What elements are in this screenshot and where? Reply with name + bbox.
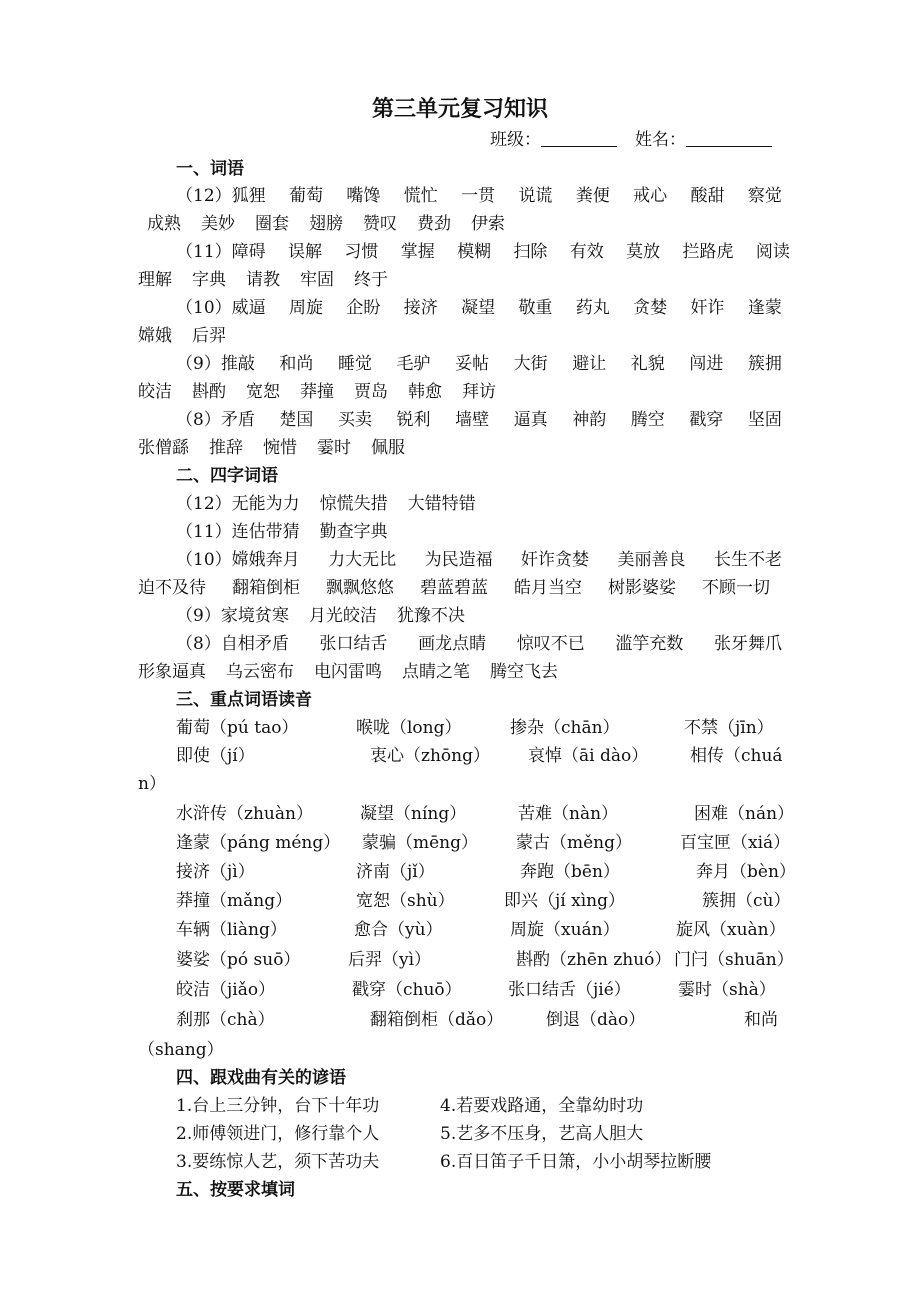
word-line [138, 380, 496, 404]
idiom-line [176, 520, 388, 544]
word-line [147, 212, 505, 236]
word: 请教 [246, 270, 280, 290]
word: 费劲 [417, 214, 451, 234]
idiom: 张牙舞爪 [713, 634, 782, 654]
word: 拦路虎 [682, 242, 734, 262]
group-label: （9） [176, 606, 221, 626]
word: 有效 [569, 242, 604, 262]
idiom: 惊慌失措 [319, 494, 388, 514]
pinyin-item: 门闩（shuān） [674, 950, 794, 970]
pinyin-item: 逢蒙（páng méng） [176, 833, 341, 853]
word: 一贯 [461, 186, 496, 206]
word: 莫放 [626, 242, 661, 262]
word: 掌握 [400, 242, 435, 262]
word: 后羿 [192, 326, 226, 346]
idiom: 皓月当空 [514, 578, 582, 598]
word: 伊索 [471, 214, 505, 234]
proverb-item: 3.要练惊人艺，须下苦功夫 [176, 1152, 380, 1172]
word: 嫦娥 [138, 326, 172, 346]
pinyin-row [176, 716, 774, 740]
idiom: 点睛之笔 [402, 662, 470, 682]
word: 酸甜 [690, 186, 725, 206]
word: 和尚 [279, 354, 314, 374]
group-label: （11） [176, 522, 232, 542]
proverb-item: 1.台上三分钟，台下十年功 [176, 1096, 380, 1116]
pinyin-row [176, 1008, 778, 1032]
idiom: 勤查字典 [319, 522, 388, 542]
word: 奸诈 [690, 298, 725, 318]
word: 逼真 [513, 410, 548, 430]
pinyin-item: 相传（chuá [690, 746, 783, 766]
word: 美妙 [201, 214, 235, 234]
idiom-line [138, 660, 558, 684]
pinyin-item: 奔月（bèn） [696, 862, 796, 882]
pinyin-item: 济南（jǐ） [356, 862, 435, 882]
idiom: 画龙点睛 [418, 634, 487, 654]
section-heading-proverbs: 四、跟戏曲有关的谚语 [176, 1068, 346, 1088]
pinyin-item: 喉咙（long） [356, 718, 462, 738]
pinyin-item: 簇拥（cù） [702, 891, 791, 911]
word: 皎洁 [138, 382, 172, 402]
pinyin-item: 即使（jí） [176, 746, 255, 766]
group-label: （8）自相矛盾 [176, 634, 289, 654]
idiom-line [176, 548, 782, 572]
word-line [176, 408, 782, 432]
word: 斟酌 [192, 382, 226, 402]
word: 敬重 [518, 298, 553, 318]
idiom: 腾空飞去 [490, 662, 558, 682]
idiom: 连估带猜 [231, 522, 300, 542]
idiom: 长生不老 [713, 550, 782, 570]
word-line [138, 436, 405, 460]
group-label: （12）狐狸 [176, 186, 266, 206]
pinyin-row [176, 918, 786, 942]
word: 妥帖 [455, 354, 490, 374]
group-label: （12） [176, 494, 232, 514]
idiom: 力大无比 [328, 550, 397, 570]
word: 成熟 [147, 214, 181, 234]
idiom: 树影婆娑 [608, 578, 676, 598]
pinyin-item: 翻箱倒柜（dǎo） [370, 1010, 504, 1030]
word: 阅读 [755, 242, 790, 262]
word: 宽恕 [246, 382, 280, 402]
pinyin-item: 车辆（liàng） [176, 920, 287, 940]
class-blank[interactable] [541, 130, 617, 147]
word: 神韵 [572, 410, 607, 430]
pinyin-item: 百宝匣（xiá） [680, 833, 791, 853]
group-label: （11）障碍 [176, 242, 266, 262]
pinyin-item: 蒙骗（mēng） [362, 833, 479, 853]
name-blank[interactable] [686, 130, 772, 147]
word: 莽撞 [300, 382, 334, 402]
word: 葡萄 [289, 186, 323, 206]
word: 慌忙 [403, 186, 438, 206]
proverb-item: 4.若要戏路通，全靠幼时功 [440, 1096, 644, 1116]
proverb-item: 5.艺多不压身，艺高人胆大 [440, 1124, 644, 1144]
word: 贾岛 [354, 382, 388, 402]
word: 惋惜 [263, 438, 297, 458]
proverb-item: 2.师傅领进门，修行靠个人 [176, 1124, 380, 1144]
idiom: 滥竽充数 [615, 634, 684, 654]
idiom: 家境贫寒 [220, 606, 289, 626]
idiom: 大错特错 [407, 494, 476, 514]
name-label: 姓名： [635, 130, 686, 150]
pinyin-row [176, 802, 795, 826]
word: 睡觉 [337, 354, 372, 374]
word: 闯进 [689, 354, 724, 374]
pinyin-item: 宽恕（shù） [356, 891, 455, 911]
word: 察觉 [747, 186, 782, 206]
word: 翅膀 [309, 214, 343, 234]
word: 楚国 [279, 410, 314, 430]
pinyin-item: 凝望（níng） [360, 804, 467, 824]
pinyin-item: 霎时（shà） [678, 980, 776, 1000]
word: 避让 [572, 354, 607, 374]
word: 牢固 [300, 270, 334, 290]
idiom-line [138, 576, 770, 600]
pinyin-item: 周旋（xuán） [510, 920, 620, 940]
idiom: 翻箱倒柜 [232, 578, 300, 598]
word-line [176, 184, 782, 208]
word-line [138, 324, 226, 348]
word: 拜访 [462, 382, 496, 402]
pinyin-item: 不禁（jīn） [684, 718, 774, 738]
word: 接济 [403, 298, 438, 318]
word: 圈套 [255, 214, 289, 234]
pinyin-wrap: （shang） [138, 1040, 224, 1060]
idiom-line [176, 604, 465, 628]
proverb-item: 6.百日笛子千日箫，小小胡琴拉断腰 [440, 1152, 712, 1172]
word: 戳穿 [689, 410, 724, 430]
word-line [138, 268, 388, 292]
pinyin-item: 皎洁（jiǎo） [176, 980, 276, 1000]
pinyin-item: 哀悼（āi dào） [528, 746, 649, 766]
word-line [176, 240, 790, 264]
pinyin-item: 掺杂（chān） [510, 718, 620, 738]
word: 说谎 [518, 186, 553, 206]
pinyin-item: 困难（nán） [694, 804, 795, 824]
word: 张僧繇 [138, 438, 189, 458]
word: 凝望 [461, 298, 496, 318]
idiom: 碧蓝碧蓝 [420, 578, 488, 598]
idiom: 飘飘悠悠 [326, 578, 394, 598]
pinyin-row [176, 889, 791, 913]
idiom: 惊叹不已 [516, 634, 585, 654]
pinyin-item: 和尚 [744, 1010, 778, 1030]
idiom: 为民造福 [424, 550, 493, 570]
word: 韩愈 [408, 382, 442, 402]
idiom: 犹豫不决 [396, 606, 465, 626]
group-label: （10）嫦娥奔月 [176, 550, 300, 570]
word-line [176, 296, 782, 320]
pinyin-item: 斟酌（zhēn zhuó） [516, 950, 672, 970]
pinyin-item: 后羿（yì） [348, 950, 432, 970]
word: 误解 [288, 242, 322, 262]
pinyin-item: 愈合（yù） [354, 920, 443, 940]
pinyin-item: 苦难（nàn） [518, 804, 619, 824]
idiom: 电闪雷鸣 [314, 662, 382, 682]
idiom: 奸诈贪婪 [521, 550, 590, 570]
word: 戒心 [633, 186, 668, 206]
word: 霎时 [317, 438, 351, 458]
pinyin-row [176, 744, 783, 768]
section-heading-fill-in: 五、按要求填词 [176, 1180, 295, 1200]
idiom: 形象逼真 [138, 662, 206, 682]
pinyin-wrap: n） [138, 774, 166, 794]
pinyin-item: 莽撞（mǎng） [176, 891, 293, 911]
section-heading-pronunciation: 三、重点词语读音 [176, 690, 312, 710]
word: 理解 [138, 270, 172, 290]
idiom: 迫不及待 [138, 578, 206, 598]
word: 毛驴 [396, 354, 431, 374]
pinyin-row [176, 978, 776, 1002]
section-heading-vocabulary: 一、词语 [176, 159, 244, 179]
word: 大街 [513, 354, 548, 374]
word: 锐利 [396, 410, 431, 430]
idiom: 无能为力 [231, 494, 300, 514]
pinyin-item: 蒙古（měng） [516, 833, 633, 853]
pinyin-item: 张口结舌（jié） [508, 980, 631, 1000]
pinyin-item: 刹那（chà） [176, 1010, 275, 1030]
word: 赞叹 [363, 214, 397, 234]
pinyin-item: 旋风（xuàn） [676, 920, 786, 940]
word: 终于 [354, 270, 388, 290]
pinyin-item: 婆娑（pó suō） [176, 950, 301, 970]
word-line [176, 352, 782, 376]
group-label: （8）矛盾 [176, 410, 255, 430]
word: 药丸 [575, 298, 610, 318]
idiom-line [176, 632, 782, 656]
word: 嘴馋 [346, 186, 381, 206]
word: 贪婪 [633, 298, 668, 318]
section-heading-four-char: 二、四字词语 [176, 466, 278, 486]
group-label: （9）推敲 [176, 354, 255, 374]
word: 墙壁 [455, 410, 490, 430]
pinyin-row [176, 948, 794, 972]
word: 佩服 [371, 438, 405, 458]
word: 腾空 [630, 410, 665, 430]
word: 坚固 [747, 410, 782, 430]
idiom: 乌云密布 [226, 662, 294, 682]
pinyin-row [176, 860, 796, 884]
idiom: 张口结舌 [319, 634, 388, 654]
class-label: 班级： [490, 130, 541, 150]
word: 簇拥 [747, 354, 782, 374]
word: 推辞 [209, 438, 243, 458]
pinyin-item: 戳穿（chuō） [352, 980, 462, 1000]
idiom: 月光皎洁 [308, 606, 377, 626]
idiom: 美丽善良 [617, 550, 686, 570]
pinyin-item: 接济（jì） [176, 862, 255, 882]
pinyin-item: 倒退（dào） [546, 1010, 646, 1030]
pinyin-row [176, 831, 791, 855]
idiom-line [176, 492, 476, 516]
word: 周旋 [289, 298, 323, 318]
word: 礼貌 [630, 354, 665, 374]
pinyin-item: 水浒传（zhuàn） [176, 804, 313, 824]
pinyin-item: 即兴（jí xìng） [504, 891, 625, 911]
pinyin-item: 衷心（zhōng） [370, 746, 490, 766]
word: 逢蒙 [747, 298, 782, 318]
class-name-row [490, 128, 772, 152]
word: 粪便 [575, 186, 610, 206]
pinyin-item: 葡萄（pú tao） [176, 718, 299, 738]
page-title: 第三单元复习知识 [371, 97, 548, 122]
word: 企盼 [346, 298, 381, 318]
pinyin-item: 奔跑（bēn） [520, 862, 620, 882]
group-label: （10）威逼 [176, 298, 266, 318]
word: 扫除 [513, 242, 548, 262]
word: 习惯 [344, 242, 379, 262]
word: 买卖 [337, 410, 372, 430]
word: 模糊 [457, 242, 492, 262]
word: 字典 [192, 270, 226, 290]
idiom: 不顾一切 [702, 578, 770, 598]
